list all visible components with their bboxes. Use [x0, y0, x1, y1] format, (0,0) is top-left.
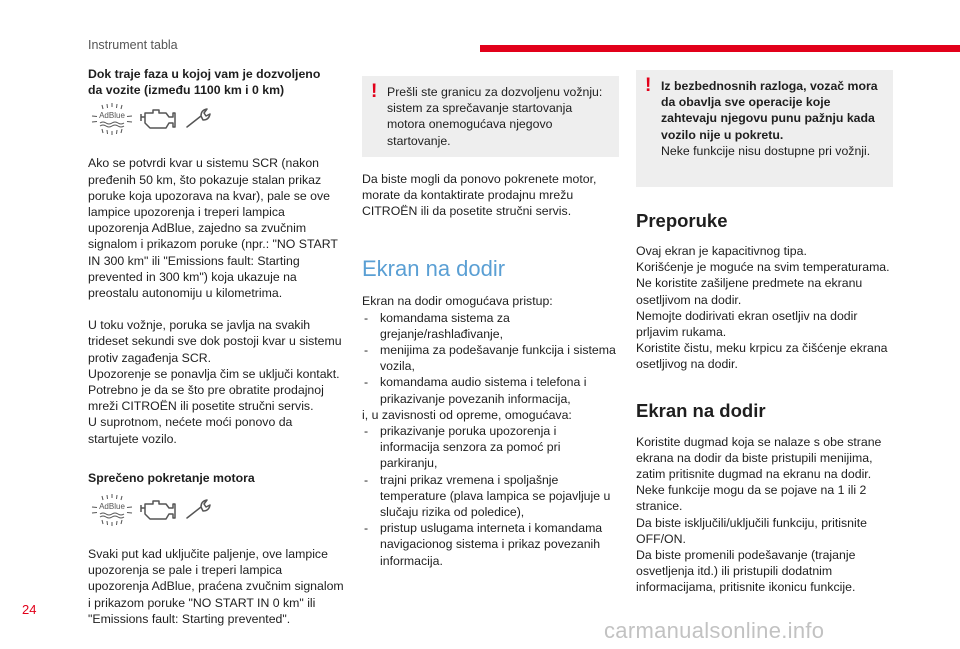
warning-exclamation-icon: !: [645, 75, 652, 96]
warning-icons-row: [90, 104, 345, 138]
list-item: - komandama audio sistema i telefona i prikazivanje povezanih informacija,: [362, 374, 619, 406]
warning-exclamation-icon: !: [371, 81, 378, 102]
restart-paragraph: Da biste mogli da ponovo pokrenete motor, morate da kontaktirate prodajnu mrežu CITROËN ili da posetite stručni servis.: [362, 171, 597, 219]
engine-icon: [140, 496, 178, 529]
ignition-warning-paragraph: Svaki put kad uključite paljenje, ove lampice upozorenja se pale i treperi lampica upozorenja AdBlue, praćena zvučnim signalom i prikazom poruke "NO START IN 0 km" ili "Emissions fault: Starting prevented".: [88, 547, 344, 626]
recommendation-line: Nemojte dodirivati ekran osetljiv na dodir prljavim rukama.: [636, 308, 858, 340]
touchscreen-intro: Ekran na dodir omogućava pristup:: [362, 294, 553, 309]
list-item: - trajni prikaz vremena i spoljašnje temperature (plava lampica se pojavljuje u slučaju rizika od poledice),: [362, 472, 619, 521]
recommendation-line: Ovaj ekran je kapacitivnog tipa.: [636, 244, 807, 259]
section-title-recommendations: Preporuke: [636, 210, 728, 232]
warning-icons-row-2: [90, 495, 345, 529]
operation-line: Da biste promenili podešavanje (trajanje osvetljenja itd.) ili pristupili dodatnim informacijama, pritisnite ikonicu funkcije.: [636, 548, 856, 595]
operation-line: Da biste isključili/uključili funkciju, pritisnite OFF/ON.: [636, 515, 867, 546]
page-number: 24: [22, 602, 37, 617]
list-item: - menijima za podešavanje funkcija i sistema vozila,: [362, 342, 619, 374]
safety-warning-bold: Iz bezbednosnih razloga, vozač mora da obavlja sve operacije koje zahtevaju njegovu punu pažnju kada vozilo nije u pokretu.: [661, 79, 878, 142]
list-item: - komandama sistema za grejanje/rashlađivanje,: [362, 310, 619, 342]
adblue-icon-label: AdBlue: [99, 501, 125, 511]
warning-box-safety: [636, 70, 893, 187]
adblue-icon-label: AdBlue: [99, 110, 125, 120]
equipment-dependent-intro: i, u zavisnosti od opreme, omogućava:: [362, 407, 572, 422]
list-item: - prikazivanje poruka upozorenja i informacija senzora za pomoć pri parkiranju,: [362, 423, 619, 472]
operation-line: Neke funkcije mogu da se pojave na 1 ili 2 stranice.: [636, 483, 867, 514]
adblue-icon: [90, 493, 134, 532]
recommendation-line: Korišćenje je moguće na svim temperaturama.: [636, 260, 890, 275]
touchscreen-access-list: [362, 310, 619, 407]
header-accent-bar: [480, 45, 960, 52]
warning-box-limit: [362, 76, 619, 157]
safety-warning-text: Neke funkcije nisu dostupne pri vožnji.: [661, 143, 871, 158]
column-left: [88, 66, 345, 627]
header-title: Instrument tabla: [88, 38, 178, 52]
column-right: [636, 70, 893, 596]
engine-icon: [140, 105, 178, 138]
repeat-warning-paragraph: Upozorenje se ponavlja čim se uključi kontakt. Potrebno je da se što pre obratite prodajnoj mreži CITROËN ili posetite stručni servis.: [88, 366, 340, 414]
wrench-icon: [184, 496, 218, 529]
otherwise-paragraph: U suprotnom, nećete moći ponovo da startujete vozilo.: [88, 415, 293, 446]
recommendations-block: [636, 243, 893, 373]
operation-line: Koristite dugmad koja se nalaze s obe strane ekrana na dodir da biste pristupili menijima, zatim pritisnite dugmad na ekranu na dodir.: [636, 434, 882, 482]
recommendation-line: Ne koristite zašiljene predmete na ekranu osetljivom na dodir.: [636, 276, 863, 307]
section-title-touchscreen-operation: Ekran na dodir: [636, 399, 766, 421]
section-heading-allowed-phase: Dok traje faza u kojoj vam je dozvoljeno da vozite (između 1100 km i 0 km): [88, 67, 321, 98]
touchscreen-operation-block: [636, 434, 893, 596]
recommendation-line: Koristite čistu, meku krpicu za čišćenje ekrana osetljivog na dodir.: [636, 341, 888, 372]
touchscreen-features-list: [362, 423, 619, 569]
section-title-touchscreen: Ekran na dodir: [362, 256, 506, 282]
warning-limit-text: Prešli ste granicu za dozvoljenu vožnju: sistem za sprečavanje startovanja motora onemogućava njegovo startovanje.: [387, 85, 603, 148]
wrench-icon: [184, 105, 218, 138]
adblue-icon: [90, 102, 134, 141]
list-item: - pristup uslugama interneta i komandama navigacionog sistema i prikaz povezanih informacija.: [362, 520, 619, 569]
scr-fault-paragraph: Ako se potvrdi kvar u sistemu SCR (nakon pređenih 50 km, što pokazuje stalan prikaz poruke koja upozorava na kvar), pale se ove lampice upozorenja i treperi lampica upozorenja AdBlue, zajedno sa zvučnim signalom i prikazom poruke (npr.: "NO START IN 300 km" ili "Emissions fault: Starting prevented in 300 km") koja ukazuje na preostalu autonomiju u kilometrima.: [88, 156, 338, 301]
section-heading-start-prevented: Sprečeno pokretanje motora: [88, 470, 255, 485]
column-middle: [362, 76, 619, 569]
driving-message-paragraph: U toku vožnje, poruka se javlja na svakih trideset sekundi sve dok postoji kvar u sistemu protiv zagađenja SCR.: [88, 318, 342, 365]
watermark: carmanualsonline.info: [604, 618, 825, 643]
